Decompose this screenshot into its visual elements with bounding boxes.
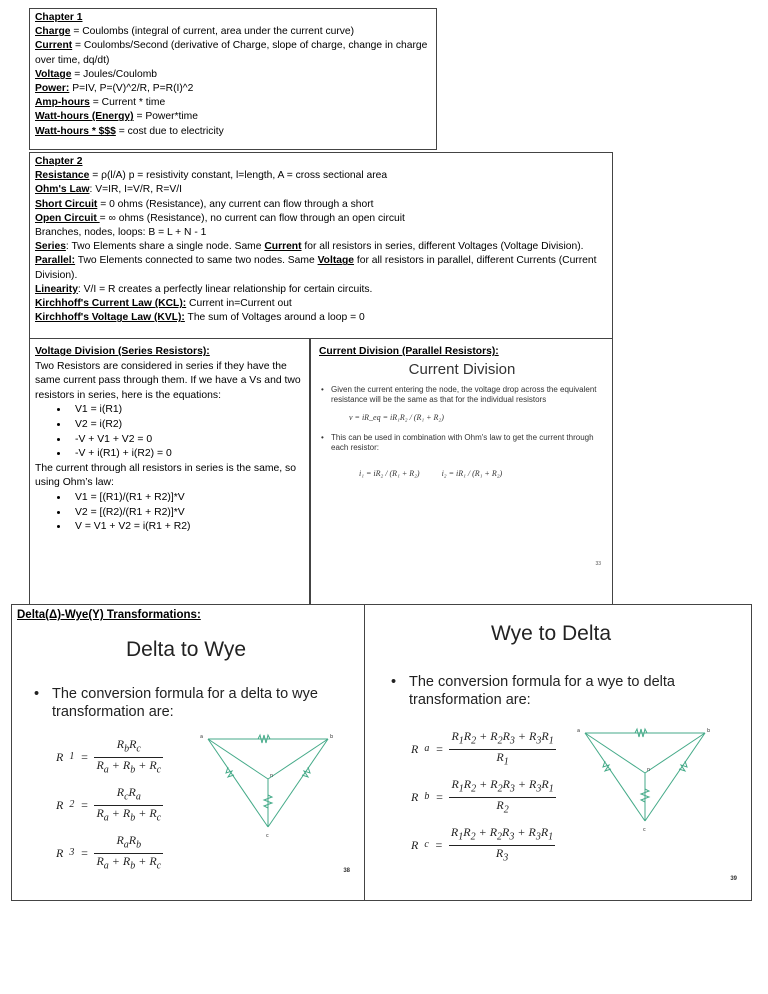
list-item: • V2 = [(R2)/(R1 + R2)]*V [69,506,304,521]
power-def: P=IV, P=(V)^2/R, P=R(I)^2 [69,83,194,95]
linearity-def: : V/I = R creates a perfectly linear relationship for certain circuits. [77,283,373,295]
kcl-term: Kirchhoff's Current Law (KCL): [35,298,187,310]
amp-hours-def: = Current * time [89,97,166,109]
voltage-division-intro: Two Resistors are considered in series if they have the same current pass through them. If we have a Vs and two resistors in series, here is the equations: [35,360,301,401]
parallel-term: Parallel: [35,255,76,267]
slide-bullet-text: The conversion formula for a delta to wye transformation are: [52,686,318,720]
list-item: • V1 = i(R1) [69,403,304,418]
svg-text:b: b [707,728,711,734]
parallel-def-b: for all resistors in parallel, different Currents (Current Division). [35,255,597,281]
linearity-term: Linearity [35,283,78,295]
parallel-voltage-emph: Voltage [317,255,355,267]
slide-page-number: 38 [343,867,350,874]
wye-to-delta-slide [364,604,752,901]
linearity-line [35,283,607,297]
ch1-line [35,25,431,39]
resistance-line [35,169,607,183]
series-term: Series [35,241,66,253]
resistance-def: = ρ(l/A) p = resistivity constant, l=length, A = cross sectional area [89,170,388,182]
chapter-1-box [29,8,437,150]
current-def: = Coulombs/Second (derivative of Charge, slope of charge, change in charge over time, dq/dt) [35,40,428,66]
ch1-line [35,39,431,67]
ch1-line [35,68,431,82]
voltage-division-mid: The current through all resistors in series is the same, so using Ohm’s law: [35,462,297,489]
short-circuit-term: Short Circuit [35,198,98,210]
slide-page-number: 39 [730,875,737,882]
ohms-law-line [35,183,607,197]
slide-title: Wye to Delta [491,622,612,645]
kcl-line [35,297,607,311]
rb-equation: R b = $\frac{R_1R_2 + R_2R_3 + R_3R_1}{R_2}$ [411,777,554,816]
slide-bullet: • Given the current entering the node, the voltage drop across the equivalent resistance will be the same as that for the individual resistors [319,385,605,405]
kvl-line [35,311,607,325]
delta-to-wye-slide [11,604,365,901]
current-division-box [310,338,613,606]
list-item: • -V + V1 + V2 = 0 [69,433,304,448]
r3-equation: R 3 = $\frac{R_aR_b}{R_a + R_b + R_c}$ [56,833,162,872]
voltage-division-title: Voltage Division (Series Resistors): [35,346,210,357]
wye-delta-equations [411,729,556,866]
voltage-term: Voltage [35,68,72,80]
current-equations [359,467,605,481]
series-def-b: for all resistors in series, different Voltages (Voltage Division). [301,241,584,253]
svg-text:a: a [200,734,204,740]
current-division-slide [319,361,605,601]
charge-def: = Coulombs (integral of current, area under the current curve) [70,26,355,38]
i2-equation: i₂ = iR₁ / (R₁ + R₂) [441,469,503,479]
delta-wye-circuit-diagram [198,729,338,839]
svg-text:c: c [643,827,646,833]
cost-def: = cost due to electricity [115,125,224,137]
short-circuit-def: = 0 ohms (Resistance), any current can flow through a short [97,198,374,210]
open-circuit-line [35,212,607,226]
ch1-line [35,110,431,124]
list-item: • V = V1 + V2 = i(R1 + R2) [69,520,304,535]
chapter-2-title: Chapter 2 [35,156,83,167]
delta-wye-heading: Delta(Δ)-Wye(Y) Transformations: [17,609,201,621]
ch1-line [35,82,431,96]
open-circuit-def: = ∞ ohms (Resistance), no current can flow through an open circuit [99,212,405,224]
kvl-term: Kirchhoff's Voltage Law (KVL): [35,312,185,324]
ch1-line [35,125,431,139]
power-term: Power: [35,83,70,95]
r1-equation: R 1 = $\frac{R_bR_c}{R_a + R_b + R_c}$ [56,737,162,775]
delta-wye-equations [56,737,163,874]
chapter-2-box [29,152,613,356]
slide-bullet: • This can be used in combination with Ohm's law to get the current through each resistor: [319,433,605,453]
i1-equation: i₁ = iR₂ / (R₁ + R₂) [359,469,420,479]
svg-text:a: a [577,728,581,734]
ra-equation: R a = $\frac{R_1R_2 + R_2R_3 + R_3R_1}{R_1}$ [411,729,554,767]
equivalent-voltage-equation: v = iR_eq = iR₁R₂ / (R₁ + R₂) [349,413,444,423]
series-line [35,240,607,254]
list-item: • V2 = i(R2) [69,418,304,433]
series-current-emph: Current [264,241,302,253]
kvl-def: The sum of Voltages around a loop = 0 [184,312,365,324]
ohms-law-def: : V=IR, I=V/R, R=V/I [89,184,182,196]
list-item: • V1 = [(R1)/(R1 + R2)]*V [69,491,304,506]
r2-equation: R 2 = $\frac{R_cR_a}{R_a + R_b + R_c}$ [56,785,162,824]
series-equations-list [35,403,304,461]
wye-delta-circuit-diagram [575,723,715,833]
parallel-line [35,254,607,282]
slide-bullet [391,673,749,709]
ch1-line [35,96,431,110]
resistance-term: Resistance [35,170,90,182]
parallel-def-a: Two Elements connected to same two nodes. Same [75,255,318,267]
slide-page-number: 33 [595,560,601,567]
short-circuit-line [35,198,607,212]
svg-text:n: n [270,773,274,779]
slide-bullet-text: The conversion formula for a wye to delta transformation are: [409,674,675,708]
branches-line: Branches, nodes, loops: B = L + N - 1 [35,227,207,239]
kcl-def: Current in=Current out [186,298,292,310]
svg-text:c: c [266,833,269,839]
list-item: • -V + i(R1) + i(R2) = 0 [69,447,304,462]
current-term: Current [35,40,73,52]
current-division-title: Current Division (Parallel Resistors): [319,346,499,357]
rc-equation: R c = $\frac{R_1R_2 + R_2R_3 + R_3R_1}{R_3}$ [411,825,554,864]
voltage-division-box [29,338,310,606]
chapter-1-title: Chapter 1 [35,12,83,23]
bullet-dot-icon: • [34,686,40,702]
slide-title: Current Division [408,361,516,378]
cost-term: Watt-hours * $$$ [35,125,116,137]
amp-hours-term: Amp-hours [35,97,90,109]
open-circuit-term: Open Circuit [35,212,100,224]
voltage-def: = Joules/Coulomb [71,68,158,80]
slide-title: Delta to Wye [126,638,247,661]
watt-hours-def: = Power*time [133,111,198,123]
ohms-law-term: Ohm's Law [35,184,90,196]
division-equations-list [35,491,304,535]
slide-bullet [34,685,362,721]
bullet-dot-icon: • [391,674,397,690]
watt-hours-term: Watt-hours (Energy) [35,111,134,123]
svg-text:n: n [647,767,651,773]
series-def-a: : Two Elements share a single node. Same [65,241,265,253]
charge-term: Charge [35,26,71,38]
svg-text:b: b [330,734,334,740]
